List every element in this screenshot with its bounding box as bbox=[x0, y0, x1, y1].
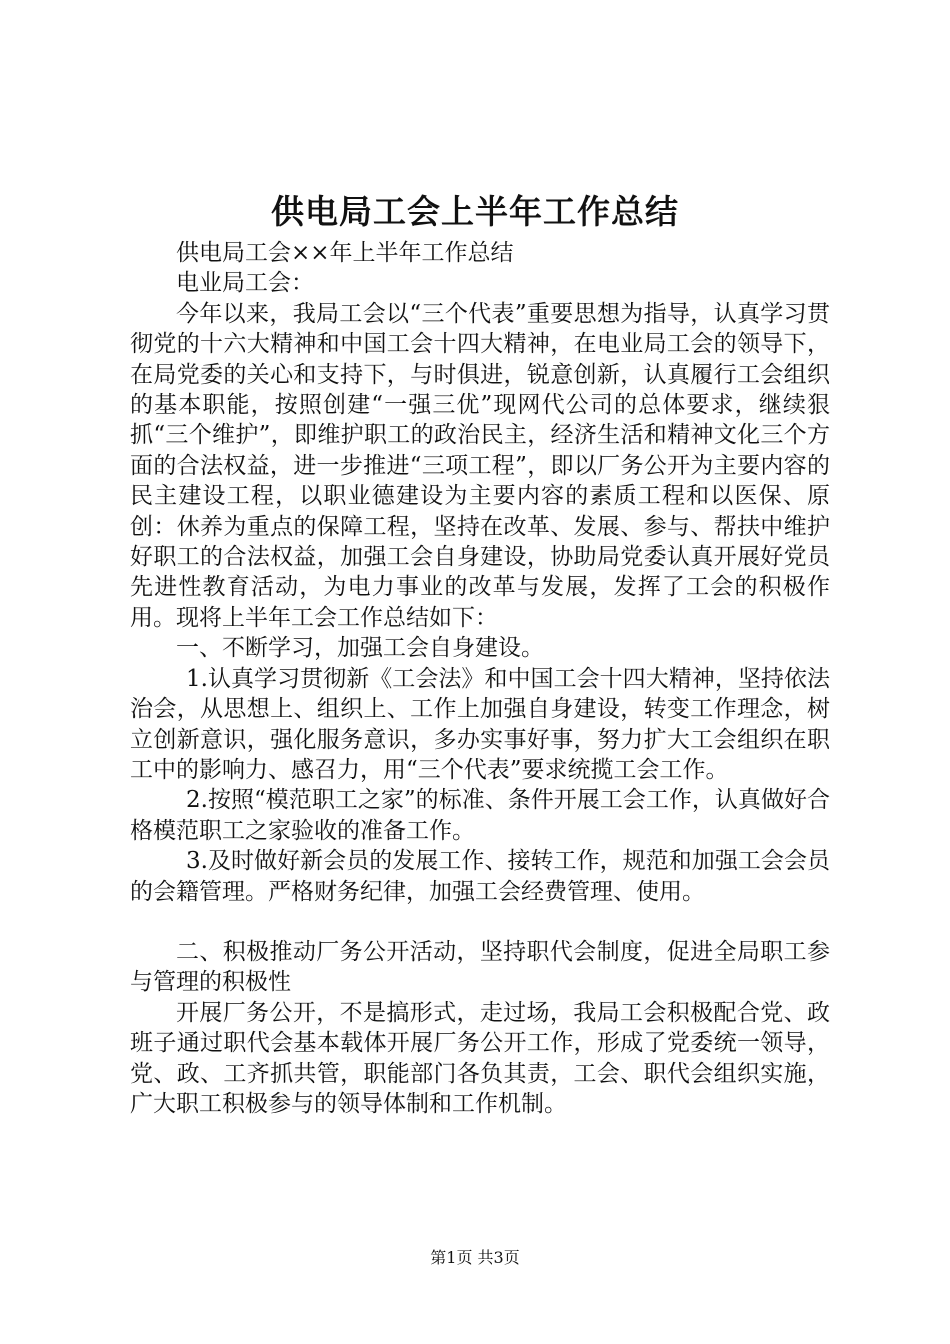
list-item-2: 2.按照“模范职工之家”的标准、条件开展工会工作，认真做好合格模范职工之家验收的准备工作。 bbox=[130, 787, 830, 844]
section-heading-2: 二、积极推动厂务公开活动，坚持职代会制度，促进全局职工参与管理的积极性 bbox=[130, 938, 830, 996]
page-number-footer: 第1页 共3页 bbox=[430, 1248, 520, 1267]
document-body bbox=[130, 238, 830, 1119]
subtitle-line: 供电局工会××年上半年工作总结 bbox=[176, 240, 514, 266]
list-item-1: 1.认真学习贯彻新《工会法》和中国工会十四大精神，坚持依法治会，从思想上、组织上、工作上加强自身建设，转变工作理念，树立创新意识，强化服务意识，多办实事好事，努力扩大工会组织在职工中的影响力、感召力，用“三个代表”要求统揽工会工作。 bbox=[130, 665, 830, 783]
list-item-3: 3.及时做好新会员的发展工作、接转工作，规范和加强工会会员的会籍管理。严格财务纪律，加强工会经费管理、使用。 bbox=[130, 848, 830, 905]
document-title: 供电局工会上半年工作总结 bbox=[271, 192, 679, 231]
salutation: 电业局工会： bbox=[176, 270, 314, 297]
paragraph-spacer bbox=[130, 907, 830, 937]
section-heading-1: 一、不断学习，加强工会自身建设。 bbox=[176, 635, 544, 662]
intro-paragraph: 今年以来，我局工会以“三个代表”重要思想为指导，认真学习贯彻党的十六大精神和中国工会十四大精神，在电业局工会的领导下，在局党委的关心和支持下，与时俱进，锐意创新，认真履行工会组织的基本职能，按照创建“一强三优”现网代公司的总体要求，继续狠抓“三个维护”，即维护职工的政治民主，经济生活和精神文化三个方面的合法权益，进一步推进“三项工程”，即以厂务公开为主要内容的民主建设工程，以职业德建设为主要内容的素质工程和以医保、原创：休养为重点的保障工程，坚持在改革、发展、参与、帮扶中维护好职工的合法权益，加强工会自身建设，协助局党委认真开展好党员先进性教育活动，为电力事业的改革与发展，发挥了工会的积极作用。现将上半年工会工作总结如下： bbox=[130, 300, 830, 631]
body-paragraph: 开展厂务公开，不是搞形式，走过场，我局工会积极配合党、政班子通过职代会基本载体开展厂务公开工作，形成了党委统一领导，党、政、工齐抓共管，职能部门各负其责，工会、职代会组织实施，广大职工积极参与的领导体制和工作机制。 bbox=[130, 999, 830, 1117]
